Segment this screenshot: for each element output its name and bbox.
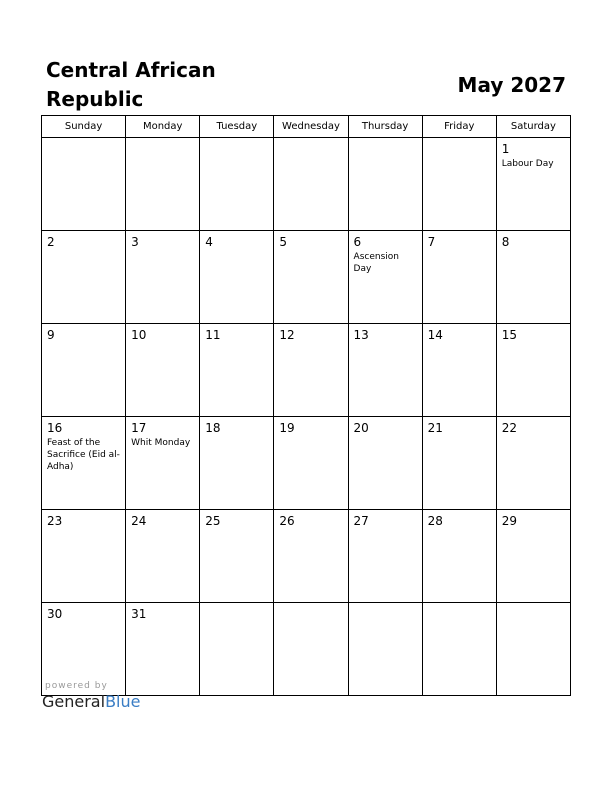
day-cell bbox=[422, 231, 496, 324]
calendar-grid bbox=[41, 115, 571, 696]
day-number: 19 bbox=[279, 421, 295, 435]
day-cell bbox=[348, 603, 422, 696]
day-cell bbox=[422, 417, 496, 510]
holiday-label: Ascension Day bbox=[353, 252, 399, 274]
generalblue-logo[interactable] bbox=[42, 692, 140, 712]
holiday-label: Labour Day bbox=[501, 159, 554, 169]
day-number: 7 bbox=[427, 235, 436, 249]
day-number: 24 bbox=[131, 514, 147, 528]
day-number: 15 bbox=[501, 328, 518, 342]
day-cell bbox=[200, 231, 274, 324]
week-row bbox=[42, 324, 571, 417]
day-number: 1 bbox=[501, 142, 510, 156]
day-number: 3 bbox=[131, 235, 139, 249]
day-cell bbox=[274, 324, 348, 417]
day-cell bbox=[42, 417, 126, 510]
day-number: 16 bbox=[47, 421, 63, 435]
day-number: 11 bbox=[205, 328, 221, 342]
day-number: 4 bbox=[205, 235, 213, 249]
weekday-tuesday: Tuesday bbox=[200, 116, 274, 138]
day-number: 10 bbox=[131, 328, 147, 342]
day-number: 21 bbox=[427, 421, 443, 435]
day-number: 29 bbox=[501, 514, 518, 528]
day-number: 9 bbox=[47, 328, 55, 342]
day-cell bbox=[348, 231, 422, 324]
day-number: 28 bbox=[427, 514, 443, 528]
day-cell bbox=[200, 417, 274, 510]
day-cell bbox=[274, 510, 348, 603]
day-number: 25 bbox=[205, 514, 221, 528]
day-cell bbox=[274, 231, 348, 324]
day-cell bbox=[422, 510, 496, 603]
day-cell bbox=[496, 603, 570, 696]
week-row bbox=[42, 417, 571, 510]
day-cell bbox=[348, 138, 422, 231]
day-cell bbox=[42, 231, 126, 324]
month-year-title: May 2027 bbox=[457, 73, 566, 97]
weekday-header-row bbox=[42, 116, 571, 138]
day-cell bbox=[496, 510, 570, 603]
day-cell bbox=[496, 138, 570, 231]
day-cell bbox=[348, 510, 422, 603]
weekday-monday: Monday bbox=[126, 116, 200, 138]
day-cell bbox=[348, 417, 422, 510]
holiday-label: Whit Monday bbox=[131, 438, 191, 448]
logo-blue-text: Blue bbox=[105, 692, 141, 711]
day-cell bbox=[42, 138, 126, 231]
day-cell bbox=[200, 510, 274, 603]
logo-general-text: General bbox=[42, 692, 106, 711]
week-row bbox=[42, 138, 571, 231]
day-number: 30 bbox=[47, 607, 63, 621]
day-number: 12 bbox=[279, 328, 295, 342]
day-cell bbox=[274, 603, 348, 696]
day-number: 6 bbox=[353, 235, 362, 249]
weekday-wednesday: Wednesday bbox=[274, 116, 348, 138]
day-cell bbox=[422, 324, 496, 417]
day-cell bbox=[126, 324, 200, 417]
day-cell bbox=[126, 138, 200, 231]
holiday-label: Feast of the Sacrifice (Eid al-Adha) bbox=[47, 438, 120, 472]
week-row bbox=[42, 510, 571, 603]
day-cell bbox=[496, 231, 570, 324]
day-cell bbox=[274, 417, 348, 510]
day-number: 2 bbox=[47, 235, 55, 249]
day-cell bbox=[422, 603, 496, 696]
country-title bbox=[46, 56, 216, 114]
day-cell bbox=[496, 417, 570, 510]
day-cell bbox=[496, 324, 570, 417]
weekday-friday: Friday bbox=[422, 116, 496, 138]
footer bbox=[42, 681, 140, 712]
day-number: 22 bbox=[501, 421, 518, 435]
day-number: 31 bbox=[131, 607, 147, 621]
day-number: 26 bbox=[279, 514, 295, 528]
day-number: 18 bbox=[205, 421, 221, 435]
day-number: 23 bbox=[47, 514, 63, 528]
day-number: 8 bbox=[501, 235, 510, 249]
powered-by-text: powered by bbox=[45, 681, 108, 691]
day-cell bbox=[200, 138, 274, 231]
weekday-sunday: Sunday bbox=[42, 116, 126, 138]
day-cell bbox=[42, 510, 126, 603]
country-title-line1: Central African bbox=[46, 58, 216, 82]
weekday-saturday: Saturday bbox=[496, 116, 570, 138]
day-cell bbox=[126, 231, 200, 324]
day-cell bbox=[200, 324, 274, 417]
weekday-thursday: Thursday bbox=[348, 116, 422, 138]
day-cell bbox=[348, 324, 422, 417]
day-cell bbox=[42, 324, 126, 417]
day-cell bbox=[274, 138, 348, 231]
week-row bbox=[42, 231, 571, 324]
day-number: 27 bbox=[353, 514, 369, 528]
day-number: 13 bbox=[353, 328, 369, 342]
day-number: 17 bbox=[131, 421, 147, 435]
day-number: 14 bbox=[427, 328, 443, 342]
day-number: 5 bbox=[279, 235, 288, 249]
day-cell bbox=[200, 603, 274, 696]
day-number: 20 bbox=[353, 421, 369, 435]
day-cell bbox=[126, 417, 200, 510]
country-title-line2: Republic bbox=[46, 87, 144, 111]
day-cell bbox=[126, 510, 200, 603]
day-cell bbox=[422, 138, 496, 231]
